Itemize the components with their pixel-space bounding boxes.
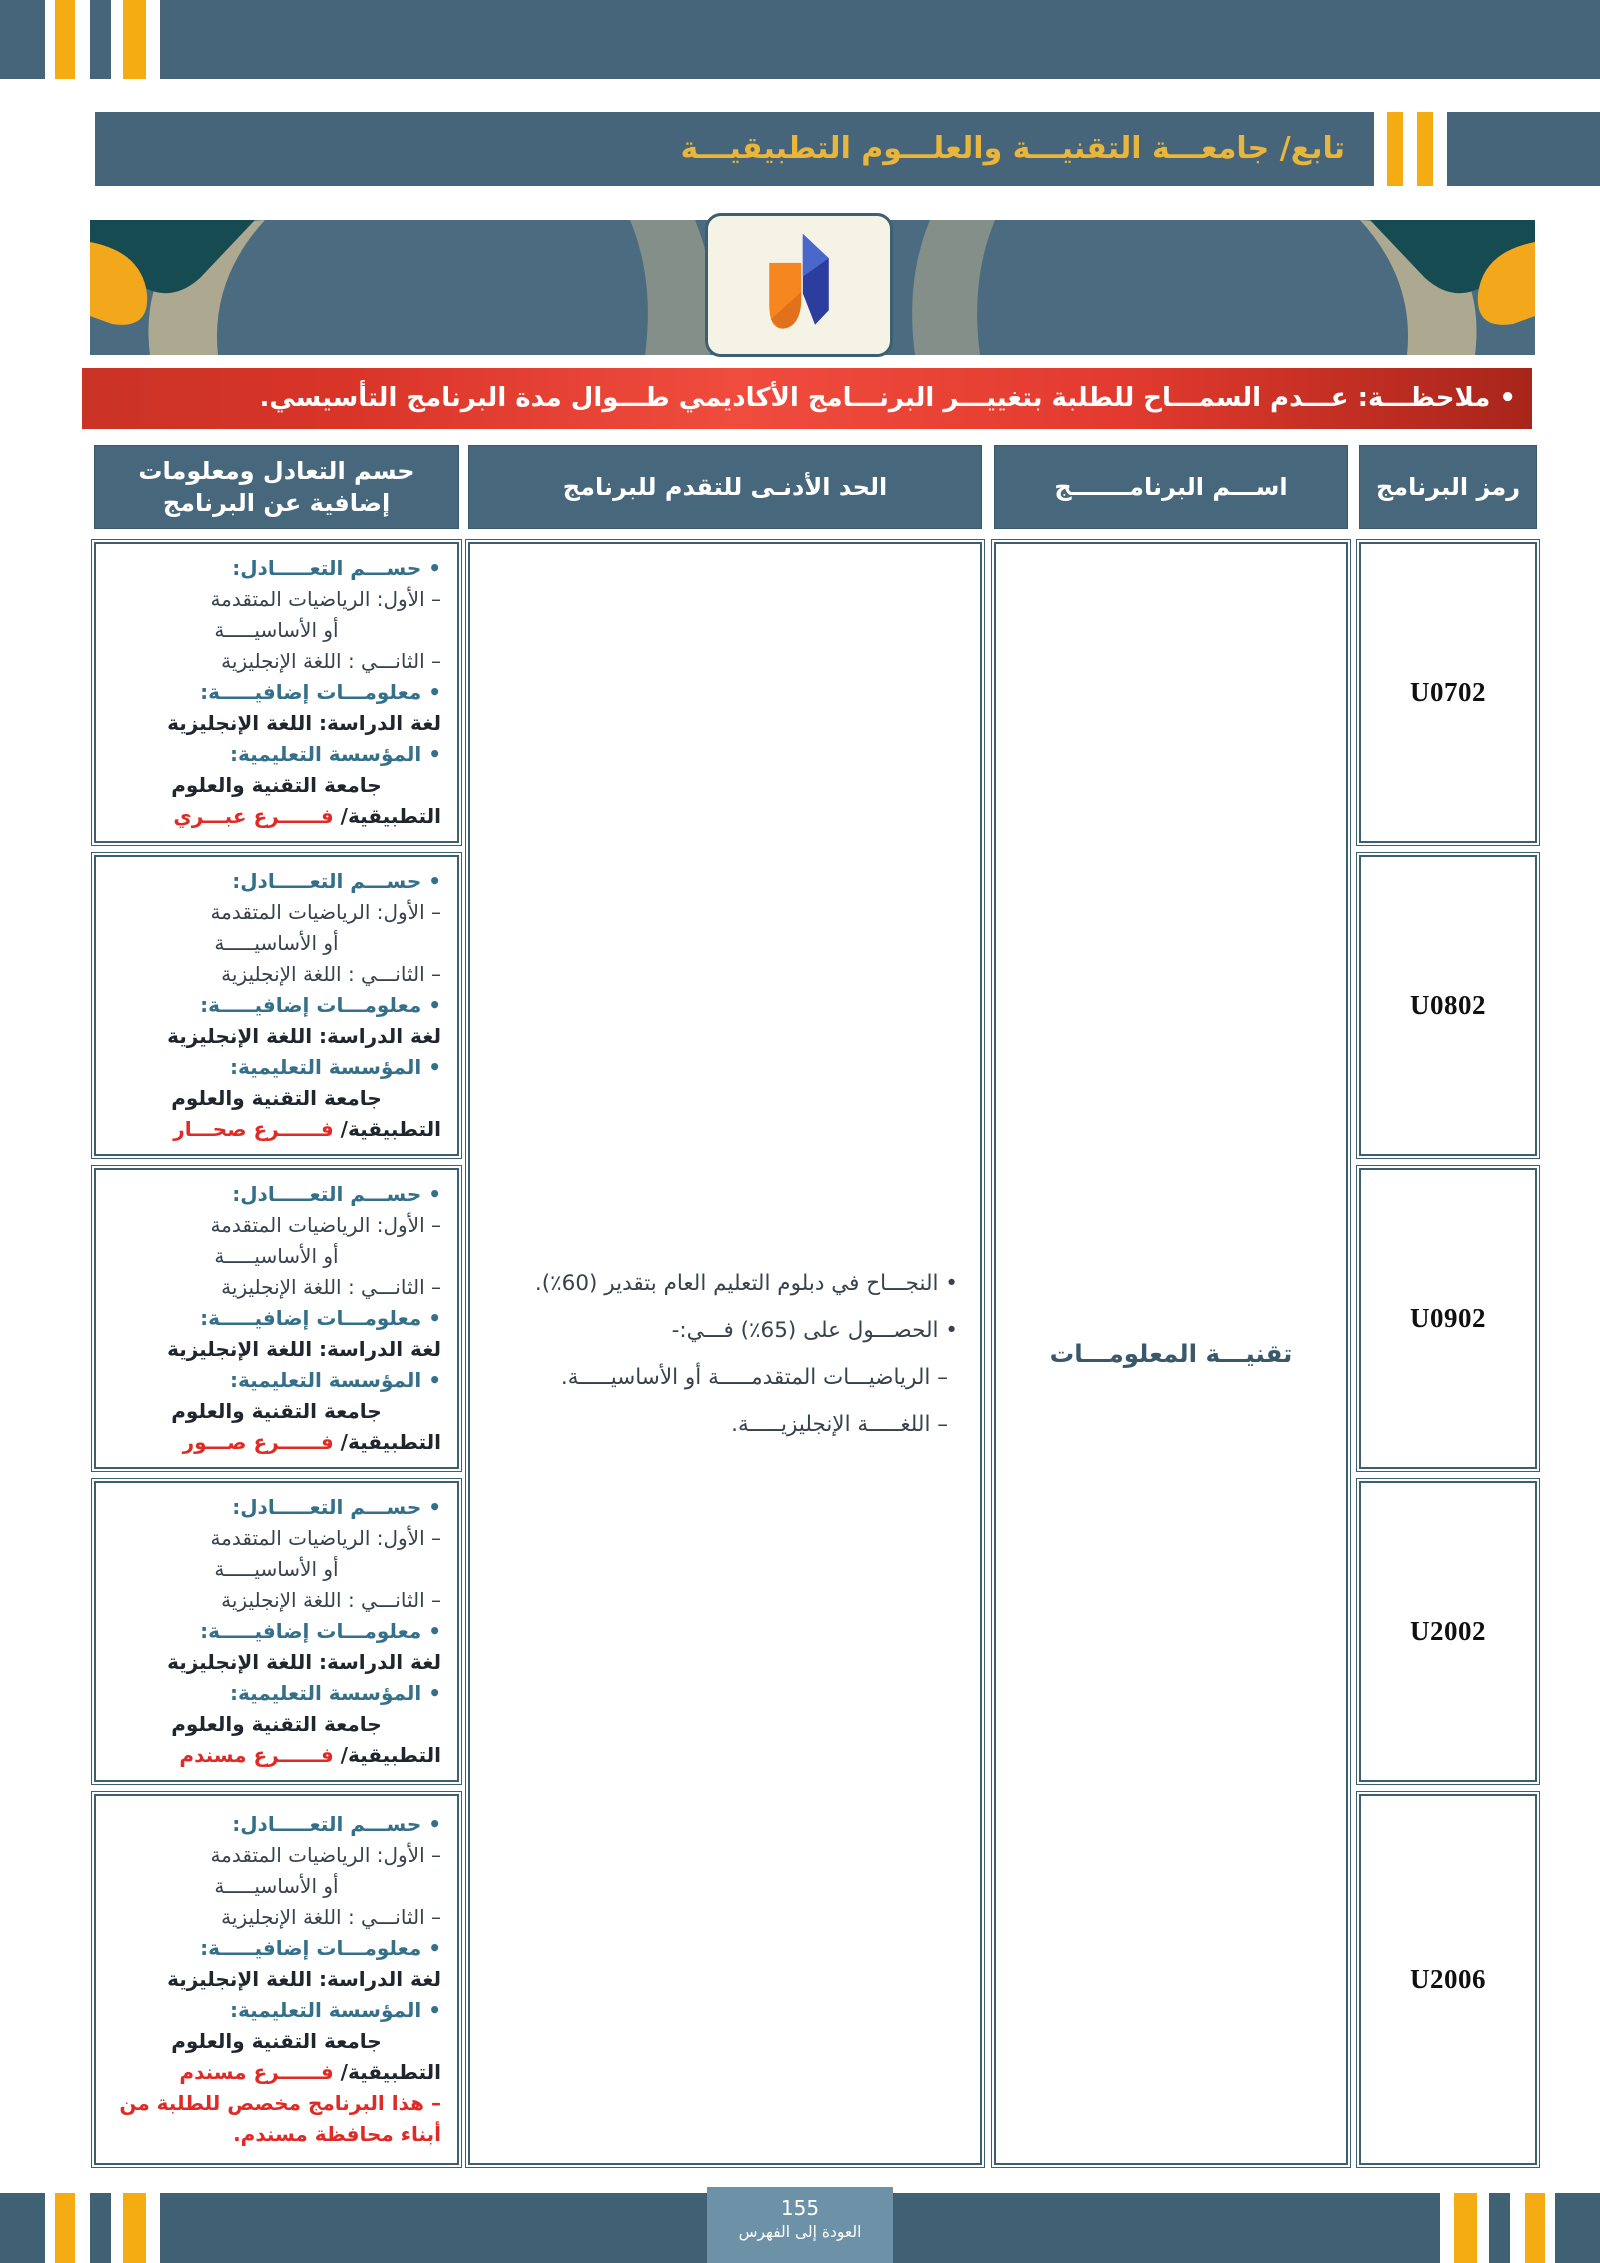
program-code-cell (1359, 855, 1537, 1156)
min-requirement-line: – الرياضيـــات المتقدمـــــة أو الأساسيـــــة. (560, 1364, 948, 1390)
decorative-stripe (1417, 112, 1433, 186)
decorative-stripe (123, 2193, 146, 2263)
decorative-stripe (1403, 112, 1417, 186)
info-line: لغة الدراسة: اللغة الإنجليزية (167, 1024, 441, 1048)
program-code: U2006 (1410, 1964, 1486, 1994)
info-line: • حســـم التعـــــادل: (232, 1812, 441, 1836)
info-line: • حســـم التعـــــادل: (232, 1182, 441, 1206)
tiebreak-info-cell (94, 1168, 459, 1469)
program-code-cell (1359, 1168, 1537, 1469)
info-line: • المؤسسة التعليمية: (229, 1681, 441, 1705)
tiebreak-info-cell (94, 542, 459, 843)
info-line: – الأول: الرياضيات المتقدمة (210, 900, 441, 924)
back-to-index-tab[interactable] (707, 2187, 893, 2263)
program-code-cell (1359, 1794, 1537, 2165)
decorative-stripe (75, 0, 90, 79)
decorative-stripe (1510, 2193, 1525, 2263)
decorative-stripe (1525, 2193, 1545, 2263)
institution-prefix: التطبيقية/ (333, 804, 441, 828)
info-line: – الثانـــي : اللغة الإنجليزية (221, 1905, 441, 1929)
info-line: جامعة التقنية والعلوم (171, 1712, 382, 1736)
info-line: أو الأساسيـــــة (214, 618, 339, 642)
info-line: أو الأساسيـــــة (214, 931, 339, 955)
column-header-program-name: اســـم البرنامـــــــج (994, 445, 1348, 529)
info-line: – الأول: الرياضيات المتقدمة (210, 1843, 441, 1867)
program-code: U0902 (1410, 1303, 1486, 1333)
min-requirement-line: – اللغـــــة الإنجليزيـــــة. (731, 1411, 948, 1437)
decorative-stripe (1545, 2193, 1555, 2263)
decorative-stripe (55, 0, 75, 79)
info-line: جامعة التقنية والعلوم (171, 2029, 382, 2053)
info-line: • معلومـــات إضافيـــــة: (200, 1619, 441, 1643)
info-line: أو الأساسيـــــة (214, 1244, 339, 1268)
decorative-stripe (146, 0, 160, 79)
info-line: جامعة التقنية والعلوم (171, 1086, 382, 1110)
program-name: تقنيـــة المعلومـــات (1049, 1339, 1293, 1368)
info-line (112, 1740, 441, 1771)
decorative-stripe (1454, 2193, 1477, 2263)
info-line: • المؤسسة التعليمية: (229, 742, 441, 766)
utas-logo-icon (757, 227, 841, 343)
info-line: • حســـم التعـــــادل: (232, 556, 441, 580)
page-title: تابع/ جامعـــة التقنيـــة والعلـــوم التطبيقيـــة (680, 131, 1345, 166)
decorative-stripe (1433, 112, 1447, 186)
info-line: • حســـم التعـــــادل: (232, 1495, 441, 1519)
info-line: • معلومـــات إضافيـــــة: (200, 1936, 441, 1960)
info-line: أو الأساسيـــــة (214, 1874, 339, 1898)
info-line: • المؤسسة التعليمية: (229, 1055, 441, 1079)
info-line: – الأول: الرياضيات المتقدمة (210, 587, 441, 611)
min-requirement-line: • النجـــاح في دبلوم التعليم العام بتقدير (60٪). (534, 1270, 958, 1296)
decorative-stripe (146, 2193, 160, 2263)
min-requirements-cell (468, 542, 982, 2165)
info-line (112, 1114, 441, 1145)
note-text: • ملاحظـــة: عـــدم السمـــاح للطلبة بتغييـــر البرنـــامج الأكاديمي طـــوال مدة البرنامج التأسيسي. (259, 383, 1516, 413)
decorative-stripe (1387, 112, 1403, 186)
institution-prefix: التطبيقية/ (333, 2060, 441, 2084)
program-name-cell (994, 542, 1348, 2165)
program-code: U2002 (1410, 1616, 1486, 1646)
info-line: لغة الدراسة: اللغة الإنجليزية (167, 1967, 441, 1991)
back-to-index-label[interactable]: العودة إلى الفهرس (738, 2223, 862, 2241)
column-header-program-code: رمز البرنامج (1359, 445, 1537, 529)
branch-name: فــــــرع عبـــري (173, 804, 334, 828)
institution-prefix: التطبيقية/ (333, 1743, 441, 1767)
branch-name: فــــــرع صحـــار (173, 1117, 334, 1141)
decorative-stripe (111, 0, 123, 79)
info-line: • المؤسسة التعليمية: (229, 1368, 441, 1392)
tiebreak-info-cell (94, 855, 459, 1156)
column-header-tiebreak-info: حسم التعادل ومعلومات إضافية عن البرنامج (94, 445, 459, 529)
info-line: • حســـم التعـــــادل: (232, 869, 441, 893)
branch-name: فــــــرع مسندم (179, 2060, 334, 2084)
info-line: – الثانـــي : اللغة الإنجليزية (221, 962, 441, 986)
min-requirement-line: • الحصـــول على (65٪) فـــي:- (671, 1317, 958, 1343)
info-line: • المؤسسة التعليمية: (229, 1998, 441, 2022)
info-line: جامعة التقنية والعلوم (171, 1399, 382, 1423)
branch-name: فــــــرع مسندم (179, 1743, 334, 1767)
institution-prefix: التطبيقية/ (333, 1117, 441, 1141)
info-line: • معلومـــات إضافيـــــة: (200, 680, 441, 704)
program-code: U0702 (1410, 677, 1486, 707)
info-line: لغة الدراسة: اللغة الإنجليزية (167, 1650, 441, 1674)
decorative-stripe (1374, 112, 1387, 186)
info-line: – الأول: الرياضيات المتقدمة (210, 1213, 441, 1237)
info-line: – الثانـــي : اللغة الإنجليزية (221, 649, 441, 673)
program-restriction-note: – هذا البرنامج مخصص للطلبة من أبناء محافظة مسندم. (119, 2091, 441, 2146)
info-line: أو الأساسيـــــة (214, 1557, 339, 1581)
program-code: U0802 (1410, 990, 1486, 1020)
info-line: • معلومـــات إضافيـــــة: (200, 993, 441, 1017)
info-line: • معلومـــات إضافيـــــة: (200, 1306, 441, 1330)
decorative-stripe (111, 2193, 123, 2263)
decorative-stripe (55, 2193, 75, 2263)
page-number: 155 (780, 2196, 820, 2220)
note-bar (82, 368, 1532, 429)
logo-card (705, 213, 893, 357)
top-bar (0, 0, 1600, 79)
tiebreak-info-cell (94, 1481, 459, 1782)
info-line: لغة الدراسة: اللغة الإنجليزية (167, 1337, 441, 1361)
program-code-cell (1359, 1481, 1537, 1782)
info-line: – الأول: الرياضيات المتقدمة (210, 1526, 441, 1550)
institution-prefix: التطبيقية/ (333, 1430, 441, 1454)
tiebreak-info-cell (94, 1794, 459, 2165)
info-line: – الثانـــي : اللغة الإنجليزية (221, 1588, 441, 1612)
decorative-stripe (123, 0, 146, 79)
info-line: جامعة التقنية والعلوم (171, 773, 382, 797)
decorative-stripe (45, 0, 55, 79)
info-line (112, 1427, 441, 1458)
info-line: لغة الدراسة: اللغة الإنجليزية (167, 711, 441, 735)
title-bar (95, 112, 1600, 186)
decorative-stripe (45, 2193, 55, 2263)
branch-name: فــــــرع صـــور (182, 1430, 334, 1454)
info-line (112, 801, 441, 832)
decorative-stripe (1440, 2193, 1454, 2263)
info-line: – الثانـــي : اللغة الإنجليزية (221, 1275, 441, 1299)
info-line (112, 2057, 441, 2088)
decorative-stripe (1477, 2193, 1489, 2263)
column-header-minimum: الحد الأدنـى للتقدم للبرنامج (468, 445, 982, 529)
decorative-stripe (75, 2193, 90, 2263)
program-code-cell (1359, 542, 1537, 843)
